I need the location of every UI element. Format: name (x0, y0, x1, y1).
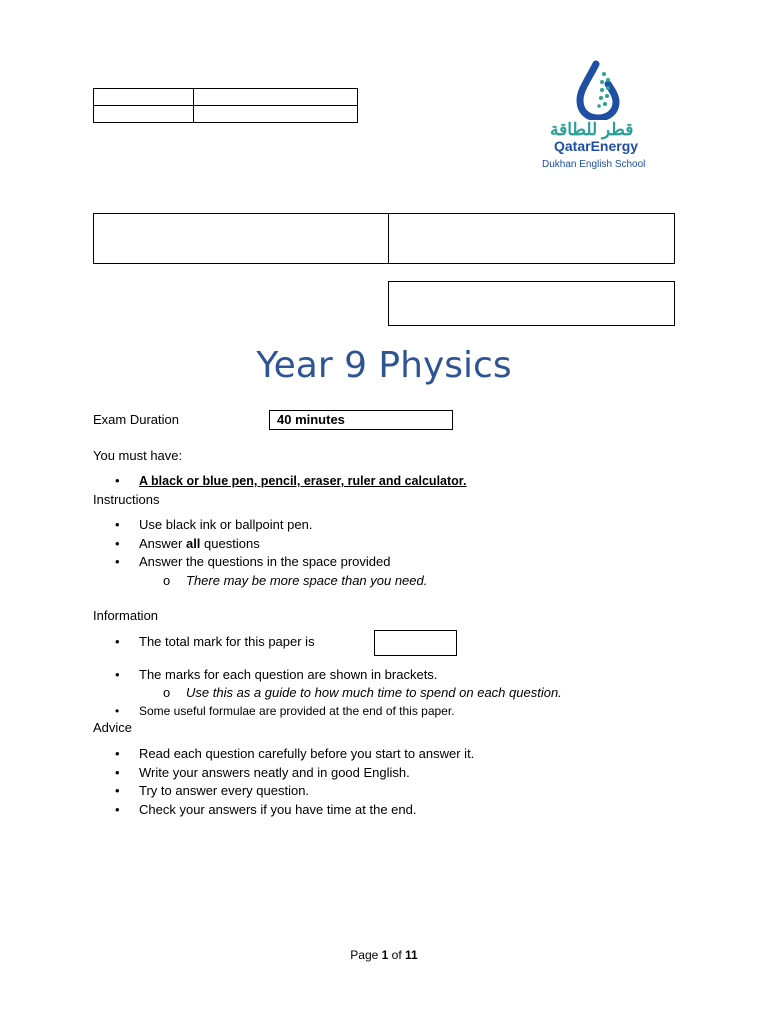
list-item: • Answer the questions in the space provided (93, 553, 391, 572)
instructions-sub-item: o There may be more space than you need. (163, 573, 428, 588)
list-item: • Read each question carefully before you start to answer it. (93, 745, 474, 764)
name-box[interactable] (93, 213, 389, 264)
information-sub-item: o Use this as a guide to how much time to spend on each question. (163, 685, 562, 700)
information-heading: Information (93, 608, 159, 623)
list-item: • Some useful formulae are provided at the end of this paper. (93, 702, 455, 721)
droplet-icon (574, 60, 624, 120)
total-mark-box[interactable] (374, 630, 457, 656)
header-table (93, 88, 358, 123)
list-item: • The total mark for this paper is (93, 633, 315, 652)
list-item: • Answer all questions (93, 535, 391, 554)
class-box[interactable] (388, 213, 675, 264)
logo-arabic-text: قطر للطاقة (550, 120, 634, 139)
header-cell[interactable] (194, 106, 358, 123)
header-cell[interactable] (94, 106, 194, 123)
header-cell[interactable] (94, 89, 194, 106)
information-list-1 (93, 633, 315, 652)
list-item: • Try to answer every question. (93, 782, 474, 801)
exam-duration-value: 40 minutes (277, 412, 345, 427)
list-item: • The marks for each question are shown in brackets. (93, 666, 437, 685)
candidate-box[interactable] (388, 281, 675, 326)
school-logo (526, 58, 668, 178)
instructions-heading: Instructions (93, 492, 160, 507)
list-item: • Write your answers neatly and in good English. (93, 764, 474, 783)
information-list-3 (93, 702, 455, 721)
list-item: • Use black ink or ballpoint pen. (93, 516, 391, 535)
advice-list (93, 745, 474, 819)
list-item: • A black or blue pen, pencil, eraser, ruler and calculator. (93, 472, 466, 491)
exam-duration-box (269, 410, 453, 430)
list-item: • Check your answers if you have time at the end. (93, 801, 474, 820)
you-must-have-heading: You must have: (93, 448, 183, 463)
advice-heading: Advice (93, 720, 133, 735)
you-must-have-list (93, 472, 466, 491)
logo-company-name: QatarEnergy (554, 138, 639, 154)
page-title: Year 9 Physics (256, 345, 512, 386)
information-list-2 (93, 666, 437, 685)
header-cell[interactable] (194, 89, 358, 106)
page-footer: Page 1 of 11 (350, 948, 418, 962)
logo-school-name: Dukhan English School (542, 159, 646, 170)
exam-duration-label: Exam Duration (93, 412, 179, 427)
instructions-list (93, 516, 391, 572)
